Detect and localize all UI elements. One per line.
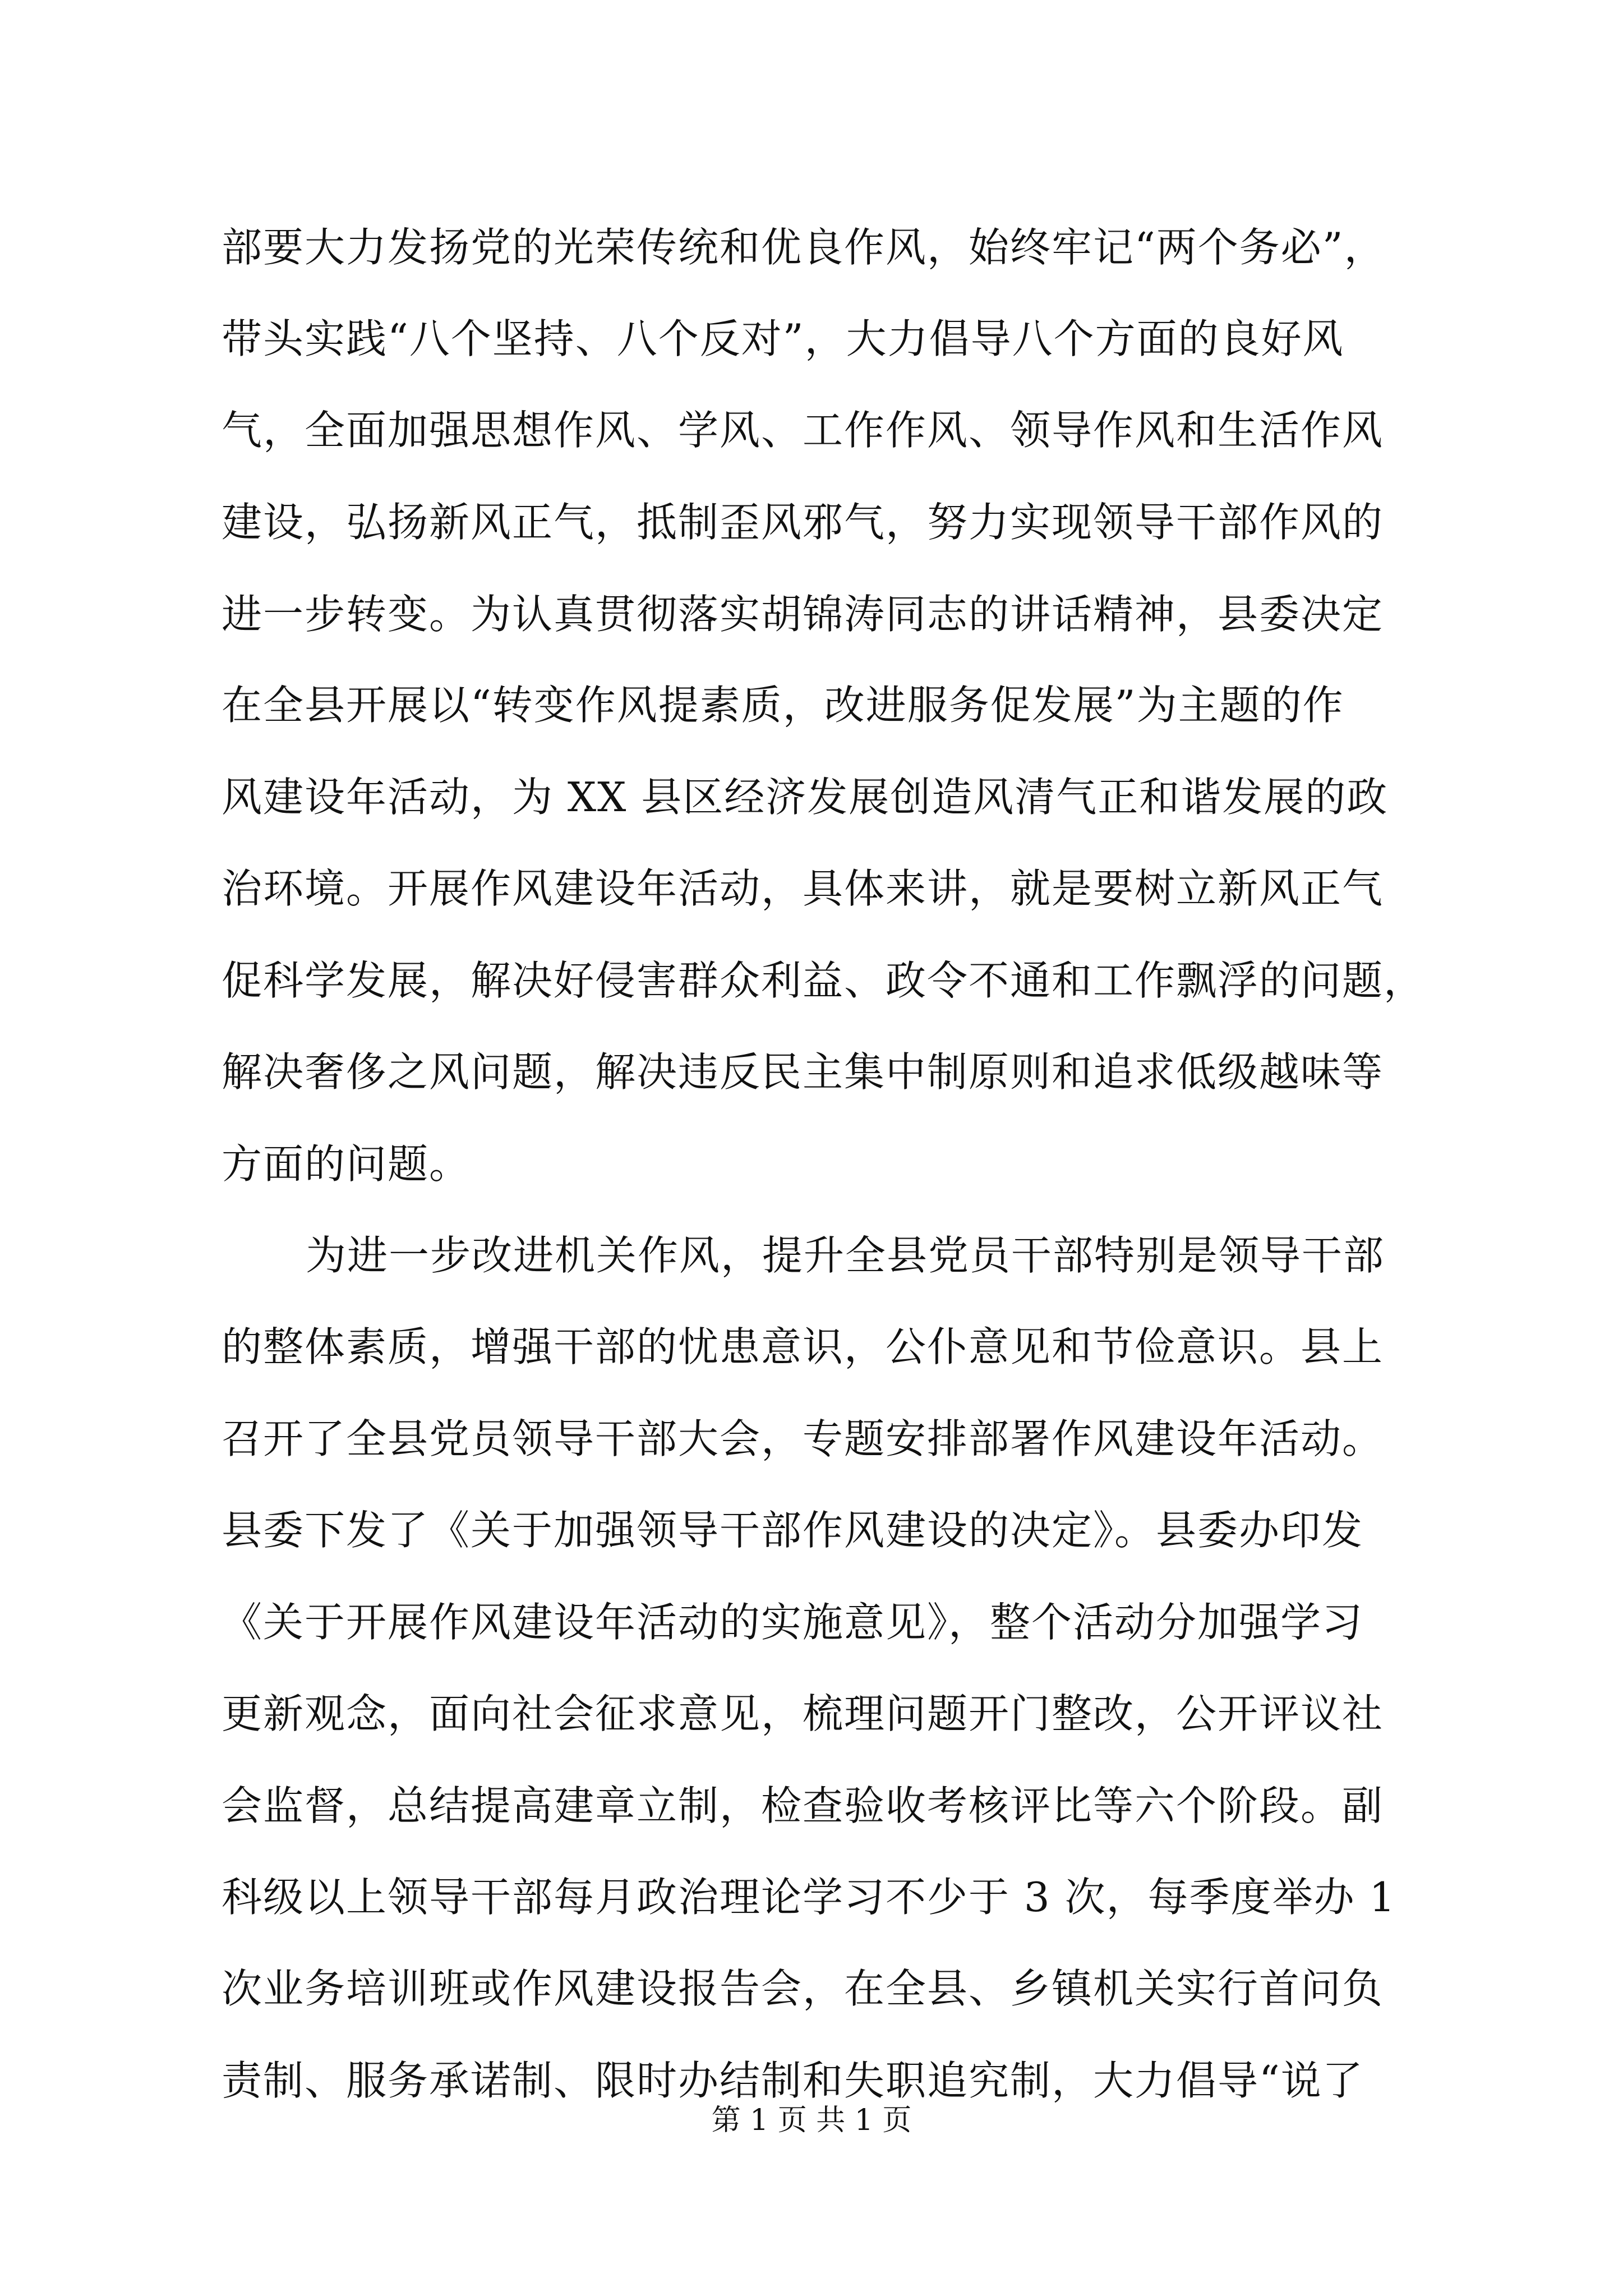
text-line: 解决奢侈之风问题，解决违反民主集中制原则和追求低级越味等: [222, 1048, 1384, 1096]
text-line: 《关于开展作风建设年活动的实施意见》，整个活动分加强学习: [222, 1599, 1364, 1646]
text-line: 进一步转变。为认真贯彻落实胡锦涛同志的讲话精神，县委决定: [222, 591, 1384, 638]
text-line: 部要大力发扬党的光荣传统和优良作风，始终牢记“两个务必”，: [222, 224, 1386, 271]
text-line: 促科学发展，解决好侵害群众利益、政令不通和工作飘浮的问题，: [222, 957, 1426, 1004]
text-line: 气，全面加强思想作风、学风、工作作风、领导作风和生活作风: [222, 407, 1384, 454]
text-line: 会监督，总结提高建章立制，检查验收考核评比等六个阶段。副: [222, 1782, 1384, 1829]
text-line: 责制、服务承诺制、限时办结制和失职追究制，大力倡导“说了: [222, 2057, 1364, 2104]
text-line: 的整体素质，增强干部的忧患意识，公仆意见和节俭意识。县上: [222, 1323, 1384, 1370]
text-line: 治环境。开展作风建设年活动，具体来讲，就是要树立新风正气: [222, 865, 1384, 912]
text-line: 县委下发了《关于加强领导干部作风建设的决定》。县委办印发: [222, 1507, 1364, 1554]
text-line: 更新观念，面向社会征求意见，梳理问题开门整改，公开评议社: [222, 1690, 1384, 1737]
text-line: 次业务培训班或作风建设报告会，在全县、乡镇机关实行首问负: [222, 1965, 1384, 2012]
page-footer: 第 1 页 共 1 页: [711, 2104, 912, 2137]
text-line: 建设，弘扬新风正气，抵制歪风邪气，努力实现领导干部作风的: [222, 499, 1384, 546]
text-line: 风建设年活动，为 XX 县区经济发展创造风清气正和谐发展的政: [222, 774, 1389, 821]
text-line: 在全县开展以“转变作风提素质，改进服务促发展”为主题的作: [222, 682, 1344, 729]
text-line: 方面的问题。: [222, 1140, 471, 1188]
text-line: 科级以上领导干部每月政治理论学习不少于 3 次，每季度举办 1: [222, 1874, 1396, 1921]
paragraph-first-line: 为进一步改进机关作风，提升全县党员干部特别是领导干部: [306, 1232, 1385, 1279]
text-line: 带头实践“八个坚持、八个反对”，大力倡导八个方面的良好风: [222, 315, 1344, 362]
text-line: 召开了全县党员领导干部大会，专题安排部署作风建设年活动。: [222, 1415, 1384, 1462]
